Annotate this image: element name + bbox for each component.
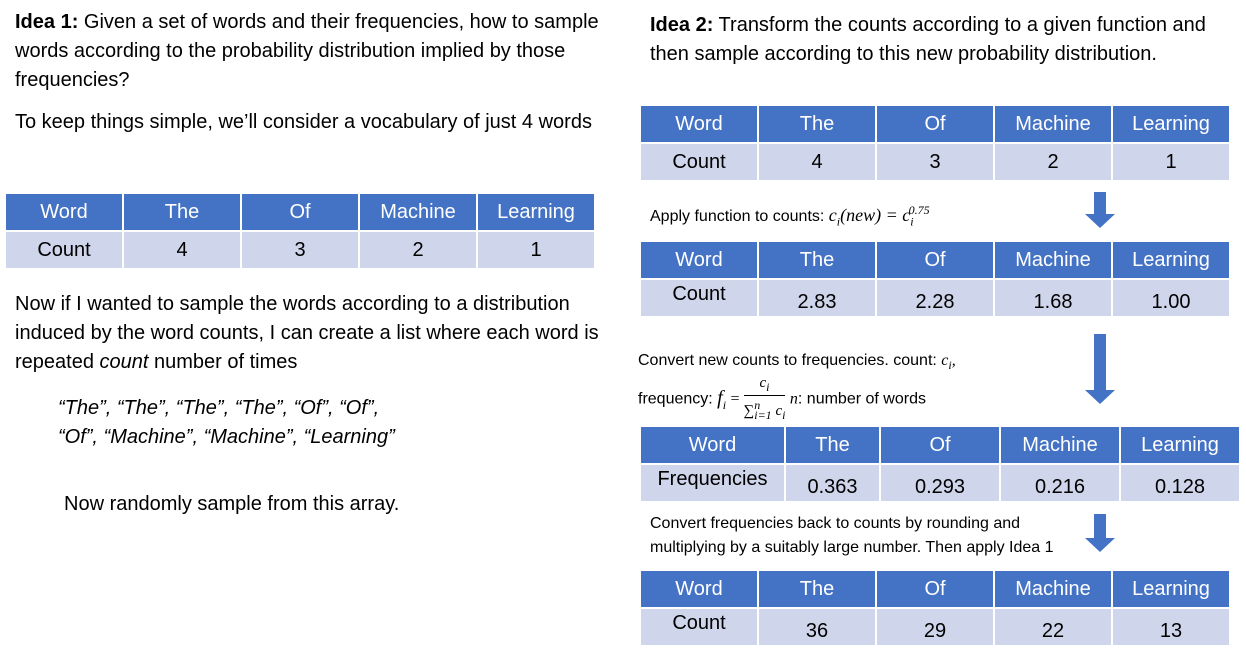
header-cell: Of: [876, 105, 994, 143]
header-cell: Of: [241, 193, 359, 231]
down-arrow-icon: [1085, 192, 1115, 228]
word-list-line: “The”, “The”, “The”, “The”, “Of”, “Of”,: [58, 397, 380, 419]
left-count-table: [4, 192, 596, 270]
header-cell: Of: [876, 241, 994, 279]
apply-formula: $c_i(new) = c_i^{0.75}$: [828, 203, 930, 229]
header-cell: Word: [640, 426, 785, 464]
value-cell: 2: [994, 143, 1112, 181]
word-list: [58, 394, 578, 452]
value-cell: 2.28: [876, 279, 994, 317]
value-cell: 4: [758, 143, 876, 181]
value-cell: 1.68: [994, 279, 1112, 317]
table-header-row: [640, 570, 1230, 608]
value-cell: 2: [359, 231, 477, 269]
convert-back-line: multiplying by a suitably large number. Then apply Idea 1: [650, 539, 1054, 556]
header-cell: The: [758, 570, 876, 608]
header-cell: Word: [640, 105, 758, 143]
sample-text-italic: count: [99, 351, 149, 373]
header-cell: Machine: [994, 241, 1112, 279]
table-row: [5, 231, 595, 269]
table-header-row: [640, 241, 1230, 279]
final-count-table: [639, 569, 1231, 647]
convert-text: [638, 349, 1078, 424]
value-cell: 2.83: [758, 279, 876, 317]
value-cell: 0.128: [1120, 464, 1240, 502]
frequency-fraction: $\frac{c_i}{\sum^n_{i=1} c_i}$: [743, 375, 786, 423]
header-cell: Machine: [994, 105, 1112, 143]
table-row: [640, 279, 1230, 317]
transformed-count-table: [639, 240, 1231, 318]
header-cell: Word: [640, 570, 758, 608]
idea2-label: Idea 2:: [650, 14, 714, 36]
header-cell: The: [758, 105, 876, 143]
value-cell: 0.216: [1000, 464, 1120, 502]
apply-function-text: [650, 198, 1080, 234]
down-arrow-icon: [1085, 334, 1115, 404]
header-cell: The: [123, 193, 241, 231]
header-cell: Word: [5, 193, 123, 231]
convert-line1: Convert new counts to frequencies. count: $c_i$,: [638, 352, 956, 373]
idea1-paragraph: [15, 8, 605, 95]
table-header-row: [640, 105, 1230, 143]
value-cell: 1: [1112, 143, 1230, 181]
value-cell: 13: [1112, 608, 1230, 646]
sample-paragraph: [15, 290, 605, 377]
idea2-text: Transform the counts according to a given function and then sample according to this new probability distribution.: [650, 14, 1206, 65]
frequency-table: [639, 425, 1241, 503]
header-cell: Machine: [359, 193, 477, 231]
header-cell: Machine: [994, 570, 1112, 608]
row-label-cell: Count: [640, 143, 758, 181]
table-header-row: [640, 426, 1240, 464]
idea1-label: Idea 1:: [15, 11, 79, 33]
header-cell: Word: [640, 241, 758, 279]
random-sample-text: Now randomly sample from this array.: [64, 493, 400, 515]
header-cell: The: [785, 426, 880, 464]
row-label-cell: Count: [640, 279, 758, 317]
row-label-cell: Count: [640, 608, 758, 646]
right-count-table: [639, 104, 1231, 182]
header-cell: Learning: [1112, 105, 1230, 143]
header-cell: Learning: [1120, 426, 1240, 464]
value-cell: 1: [477, 231, 595, 269]
idea1-text: Given a set of words and their frequencies, how to sample words according to the probability distribution implied by those frequencies?: [15, 11, 599, 91]
value-cell: 36: [758, 608, 876, 646]
word-list-line: “Of”, “Machine”, “Machine”, “Learning”: [58, 426, 395, 448]
header-cell: Of: [876, 570, 994, 608]
value-cell: 3: [876, 143, 994, 181]
down-arrow-icon: [1085, 514, 1115, 552]
header-cell: Learning: [477, 193, 595, 231]
value-cell: 22: [994, 608, 1112, 646]
vocab-paragraph: To keep things simple, we’ll consider a vocabulary of just 4 words: [15, 111, 592, 133]
row-label-cell: Frequencies: [640, 464, 785, 502]
table-header-row: [5, 193, 595, 231]
header-cell: Of: [880, 426, 1000, 464]
header-cell: Learning: [1112, 241, 1230, 279]
row-label-cell: Count: [5, 231, 123, 269]
sample-text-before: Now if I wanted to sample the words according to a distribution induced by the word counts, I can create a list where each word is repeated: [15, 293, 599, 373]
table-row: [640, 464, 1240, 502]
value-cell: 0.293: [880, 464, 1000, 502]
convert-line2: frequency: $f_i$ = $\frac{c_i}{\sum^n_{i=1} c_i}$ n: number of words: [638, 375, 926, 423]
convert-back-line: Convert frequencies back to counts by rounding and: [650, 515, 1021, 532]
value-cell: 4: [123, 231, 241, 269]
header-cell: Machine: [1000, 426, 1120, 464]
convert-back-text: [650, 512, 1090, 560]
value-cell: 0.363: [785, 464, 880, 502]
apply-label: Apply function to counts:: [650, 208, 829, 225]
idea2-paragraph: [650, 11, 1235, 69]
header-cell: The: [758, 241, 876, 279]
value-cell: 3: [241, 231, 359, 269]
table-row: [640, 608, 1230, 646]
table-row: [640, 143, 1230, 181]
sample-text-after: number of times: [148, 351, 298, 373]
value-cell: 1.00: [1112, 279, 1230, 317]
value-cell: 29: [876, 608, 994, 646]
header-cell: Learning: [1112, 570, 1230, 608]
